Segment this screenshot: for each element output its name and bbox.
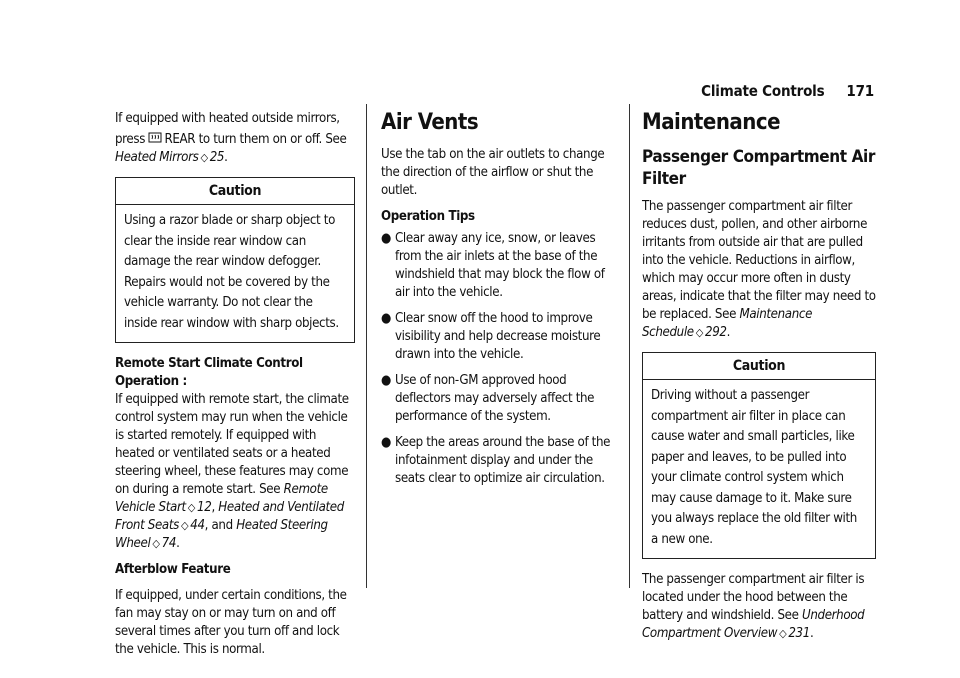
column-1: [115, 110, 355, 667]
underhood-overview-link[interactable]: Underhood Compartment Overview: [642, 608, 865, 641]
bullet-icon: ●: [381, 435, 392, 450]
heated-mirrors-link[interactable]: Heated Mirrors: [115, 150, 199, 165]
mirrors-press: press: [115, 132, 146, 147]
afterblow-heading: Afterblow Feature: [115, 562, 231, 577]
heated-steering-wheel-link[interactable]: Heated Steering Wheel: [115, 518, 328, 551]
remote-start-heading: Remote Start Climate Control Operation :: [115, 356, 303, 389]
caution-box-air-filter: [642, 352, 876, 559]
list-item: ● Keep the areas around the base of the infotainment display and under the seats clear to optimize air circulation.: [381, 435, 611, 486]
running-header: [701, 82, 874, 100]
air-vents-title: Air Vents: [381, 110, 479, 135]
heated-seats-link[interactable]: Heated and Ventilated Front Seats: [115, 500, 344, 533]
bullet-icon: ●: [381, 311, 392, 326]
caution-text: Using a razor blade or sharp object to clear the inside rear window can damage the rear window defogger. Repairs would not be covered by the vehicle warranty. Do not clear the inside rear window with sharp objects.: [124, 213, 339, 331]
list-item: ● Clear snow off the hood to improve visibility and help decrease moisture drawn into the vehicle.: [381, 311, 601, 362]
mirrors-line1: If equipped with heated outside mirrors,: [115, 111, 340, 126]
caution-title: Caution: [643, 357, 875, 380]
air-vents-intro: Use the tab on the air outlets to change the direction of the airflow or shut the outlet.: [381, 147, 605, 198]
column-divider-1: [366, 104, 367, 588]
bullet-icon: ●: [381, 231, 392, 246]
air-filter-subtitle: Passenger Compartment Air Filter: [642, 147, 875, 189]
column-2: [381, 110, 621, 496]
maintenance-title: Maintenance: [642, 110, 781, 135]
page-number: 171: [846, 82, 874, 100]
list-item: ● Use of non-GM approved hood deflectors may adversely affect the performance of the system.: [381, 373, 595, 424]
mirrors-rest: REAR to turn them on or off. See: [164, 132, 347, 147]
mirrors-paragraph: press REAR to turn them on or off. See Heated Mirrors ◇ 25.: [115, 132, 347, 165]
column-3: [642, 110, 876, 651]
caution-title: Caution: [116, 182, 354, 205]
remote-vehicle-start-link[interactable]: Remote Vehicle Start: [115, 482, 328, 515]
column-divider-2: [629, 104, 630, 588]
page-ref-arrow: ◇: [200, 151, 208, 164]
air-filter-location: The passenger compartment air filter is located under the hood between the battery and windshield. See Underhood Compartment Overview ◇ 231.: [642, 572, 865, 641]
caution-box-defogger: [115, 177, 355, 343]
section-title: Climate Controls: [701, 82, 825, 100]
maintenance-schedule-link[interactable]: Maintenance Schedule: [642, 307, 813, 340]
caution-text: Driving without a passenger compartment air filter in place can cause water and small particles, like paper and leaves, to be pulled into your climate control system which may cause damage to it. Make sure you always replace the old filter with a new one.: [651, 388, 857, 547]
air-filter-intro: The passenger compartment air filter reduces dust, pollen, and other airborne irritants from outside air that are pulled into the vehicle. Reductions in airflow, which may occur more often in dusty areas, indicate that the filter may need to be replaced. See Maintenance Schedule ◇ 292.: [642, 199, 876, 340]
heated-mirrors-page[interactable]: 25: [209, 150, 225, 165]
remote-start-paragraph: If equipped with remote start, the climate control system may run when the vehicle is started remotely. If equipped with heated or ventilated seats or a heated steering wheel, these features may come on during a remote start. See Remote Vehicle Start ◇ 12, Heated and Ventilated Front Seats ◇ 44, and Heated Steering Wheel ◇ 74.: [115, 392, 349, 551]
afterblow-paragraph: If equipped, under certain conditions, the fan may stay on or may turn on and off several times after you turn off and lock the vehicle. This is normal.: [115, 588, 347, 657]
operation-tips-list: [381, 230, 621, 488]
list-item: ● Clear away any ice, snow, or leaves from the air inlets at the base of the windshield that may block the flow of air into the vehicle.: [381, 231, 605, 300]
operation-tips-heading: Operation Tips: [381, 209, 475, 224]
bullet-icon: ●: [381, 373, 392, 388]
rear-defog-icon: [148, 132, 162, 144]
